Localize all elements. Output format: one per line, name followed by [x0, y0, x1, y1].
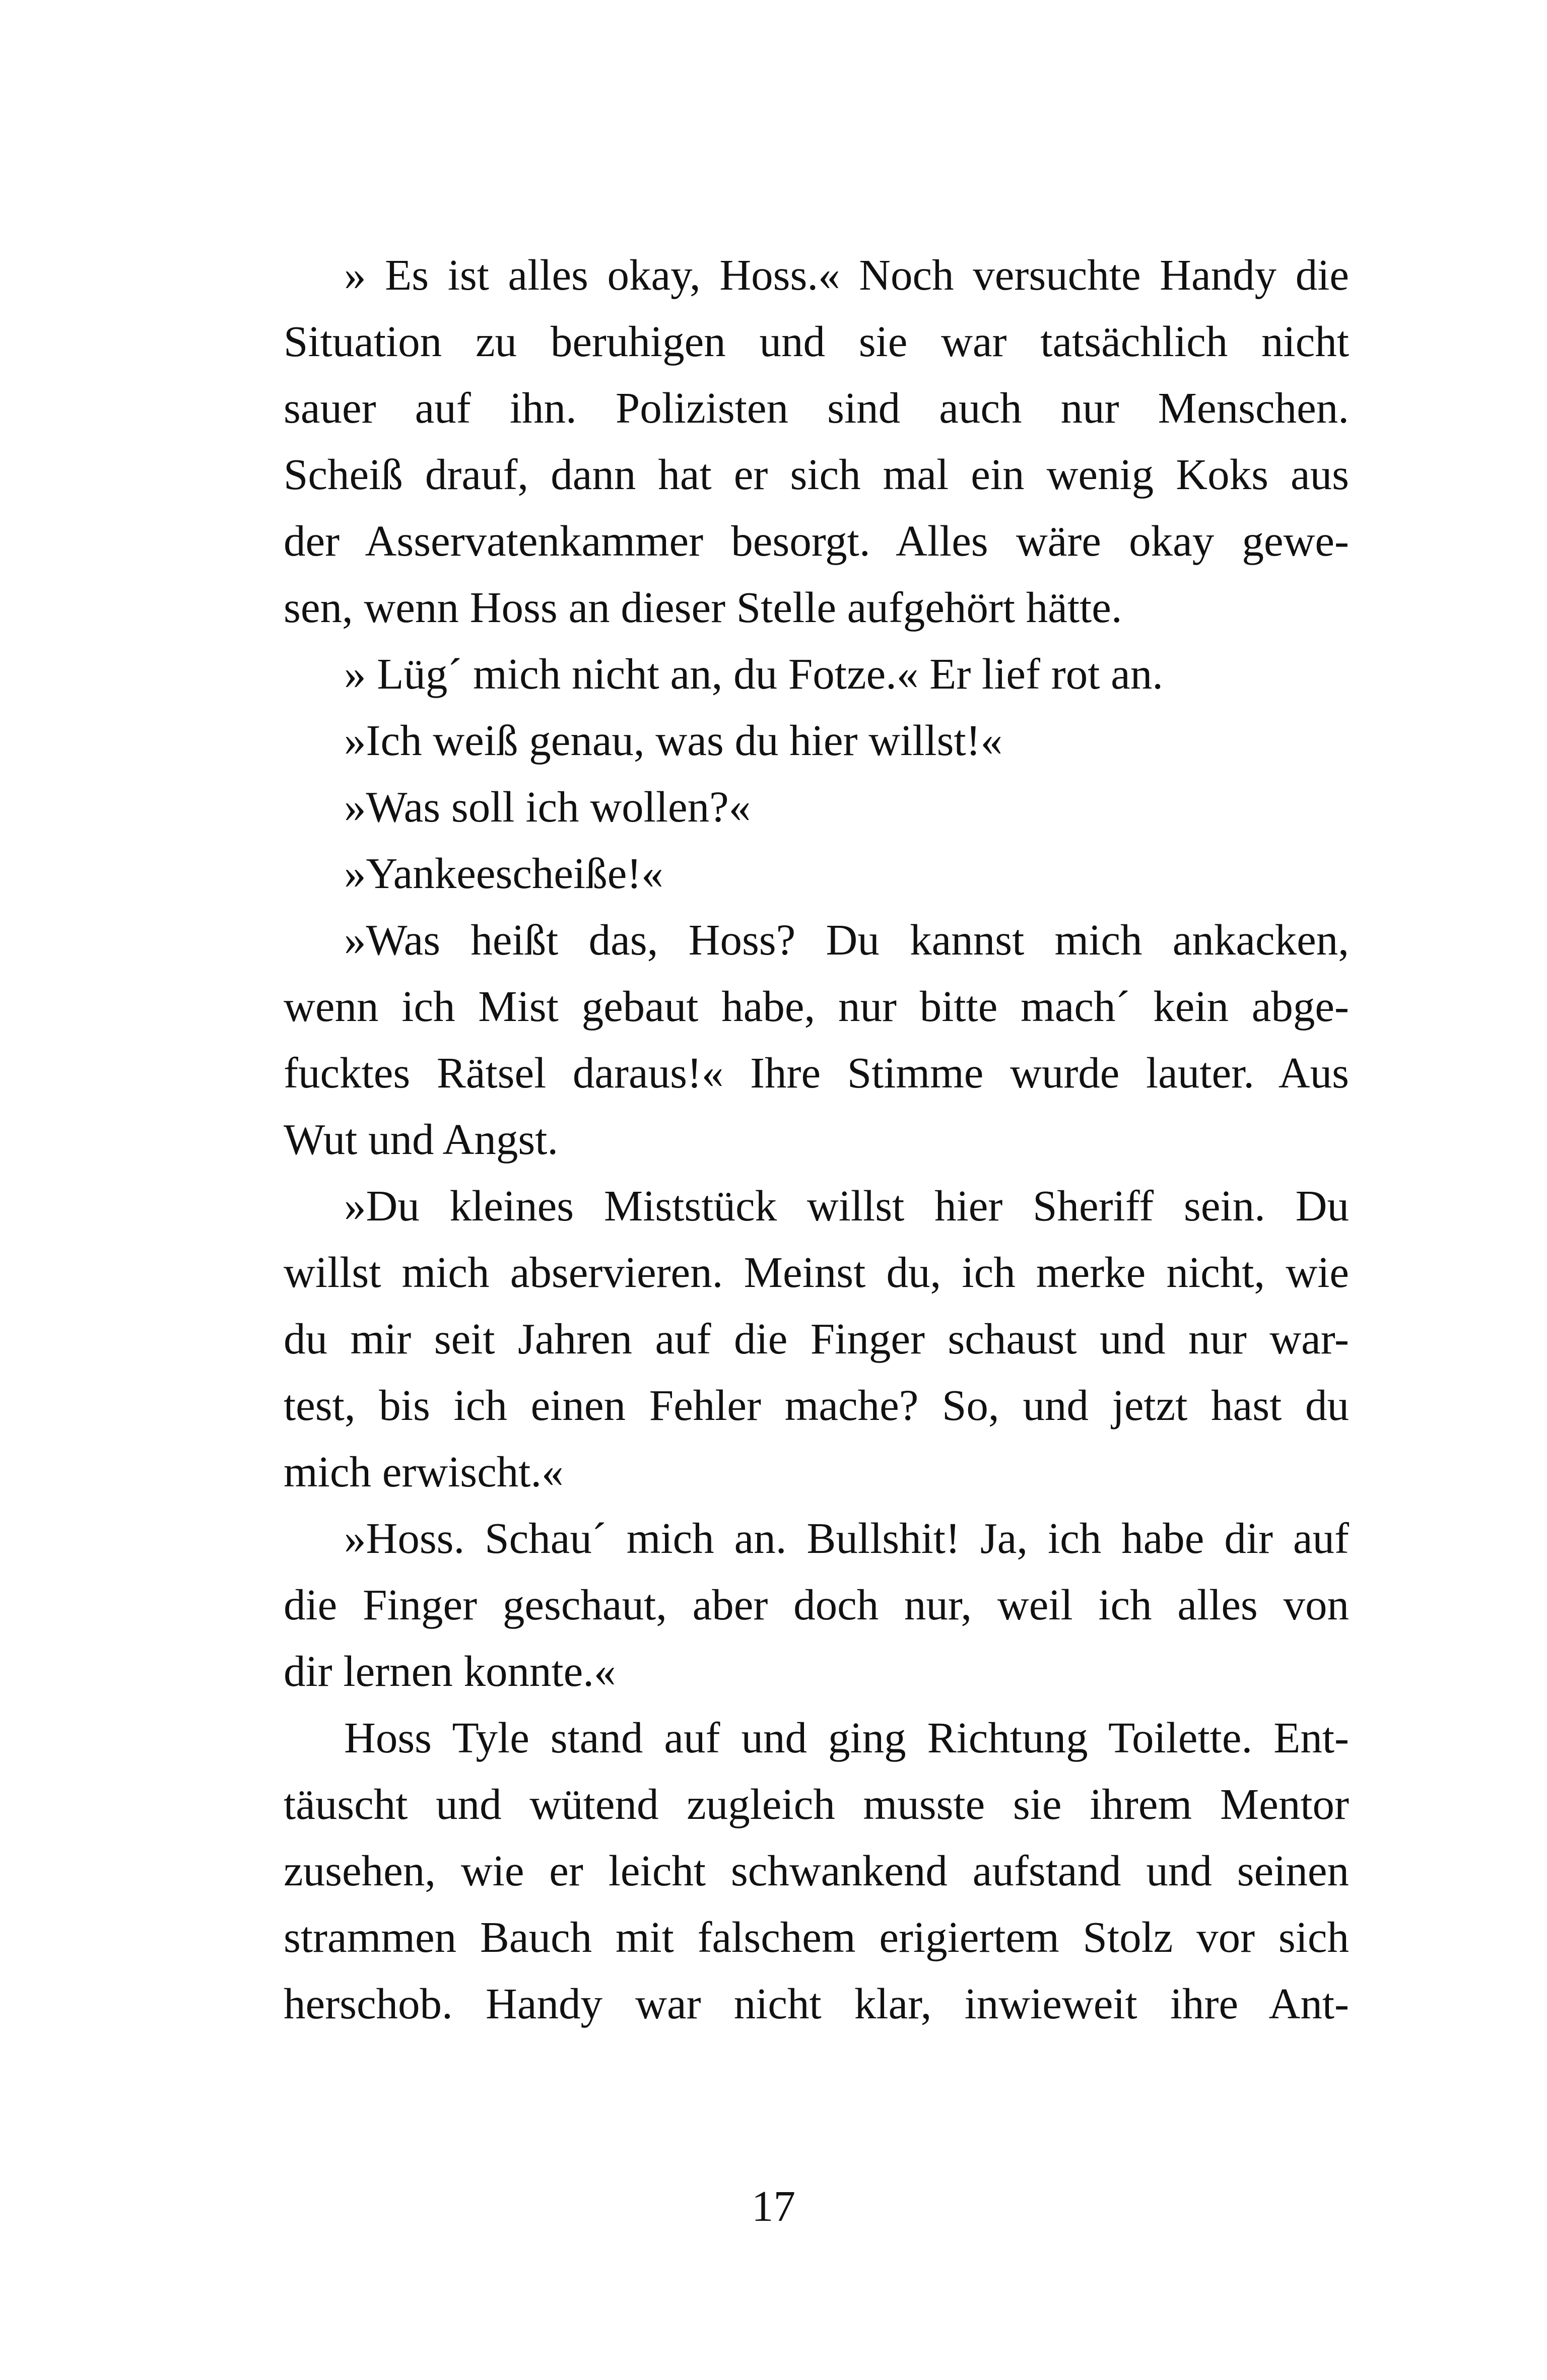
text-line: der Asservatenkammer besorgt. Alles wäre okay gewe-	[284, 516, 1349, 565]
paragraph	[284, 1505, 1349, 1705]
text-line: Scheiß drauf, dann hat er sich mal ein wenig Koks aus	[284, 450, 1349, 499]
text-line: »Ich weiß genau, was du hier willst!«	[344, 716, 1003, 765]
paragraph	[284, 840, 1349, 907]
text-line: sen, wenn Hoss an dieser Stelle aufgehört hätte.	[284, 583, 1122, 632]
text-line: zusehen, wie er leicht schwankend aufstand und seinen	[284, 1846, 1349, 1895]
text-line: Situation zu beruhigen und sie war tatsächlich nicht	[284, 317, 1349, 366]
text-line: mich erwischt.«	[284, 1447, 564, 1496]
text-line: »Was heißt das, Hoss? Du kannst mich ankacken,	[344, 915, 1349, 964]
text-line: » Es ist alles okay, Hoss.« Noch versuchte Handy die	[344, 250, 1349, 299]
text-line: Hoss Tyle stand auf und ging Richtung Toilette. Ent-	[344, 1713, 1349, 1762]
text-line: test, bis ich einen Fehler mache? So, und jetzt hast du	[284, 1381, 1349, 1430]
text-line: willst mich abservieren. Meinst du, ich merke nicht, wie	[284, 1248, 1349, 1297]
text-line: täuscht und wütend zugleich musste sie ihrem Mentor	[284, 1780, 1349, 1828]
paragraph	[284, 641, 1349, 707]
text-line: fucktes Rätsel daraus!« Ihre Stimme wurde lauter. Aus	[284, 1048, 1349, 1097]
text-line: herschob. Handy war nicht klar, inwieweit ihre Ant-	[284, 1979, 1349, 2028]
text-line: sauer auf ihn. Polizisten sind auch nur Menschen.	[284, 383, 1349, 432]
paragraph	[284, 1705, 1349, 2037]
text-line: »Hoss. Schau´ mich an. Bullshit! Ja, ich habe dir auf	[344, 1514, 1349, 1562]
paragraph	[284, 242, 1349, 641]
paragraph	[284, 907, 1349, 1173]
text-line: »Du kleines Miststück willst hier Sheriff sein. Du	[344, 1181, 1349, 1230]
text-line: wenn ich Mist gebaut habe, nur bitte mach´ kein abge-	[284, 982, 1349, 1031]
text-line: » Lüg´ mich nicht an, du Fotze.« Er lief rot an.	[344, 649, 1163, 698]
text-line: strammen Bauch mit falschem erigiertem Stolz vor sich	[284, 1913, 1349, 1961]
text-line: Wut und Angst.	[284, 1115, 559, 1164]
paragraph	[284, 774, 1349, 840]
text-line: du mir seit Jahren auf die Finger schaust und nur war-	[284, 1314, 1349, 1363]
paragraph	[284, 707, 1349, 774]
paragraph	[284, 1173, 1349, 1505]
body-text	[284, 242, 1349, 2037]
text-line: dir lernen konnte.«	[284, 1647, 616, 1695]
text-line: »Yankeescheiße!«	[344, 849, 663, 898]
text-line: »Was soll ich wollen?«	[344, 782, 751, 831]
page-number: 17	[752, 2182, 795, 2230]
text-line: die Finger geschaut, aber doch nur, weil ich alles von	[284, 1580, 1349, 1629]
